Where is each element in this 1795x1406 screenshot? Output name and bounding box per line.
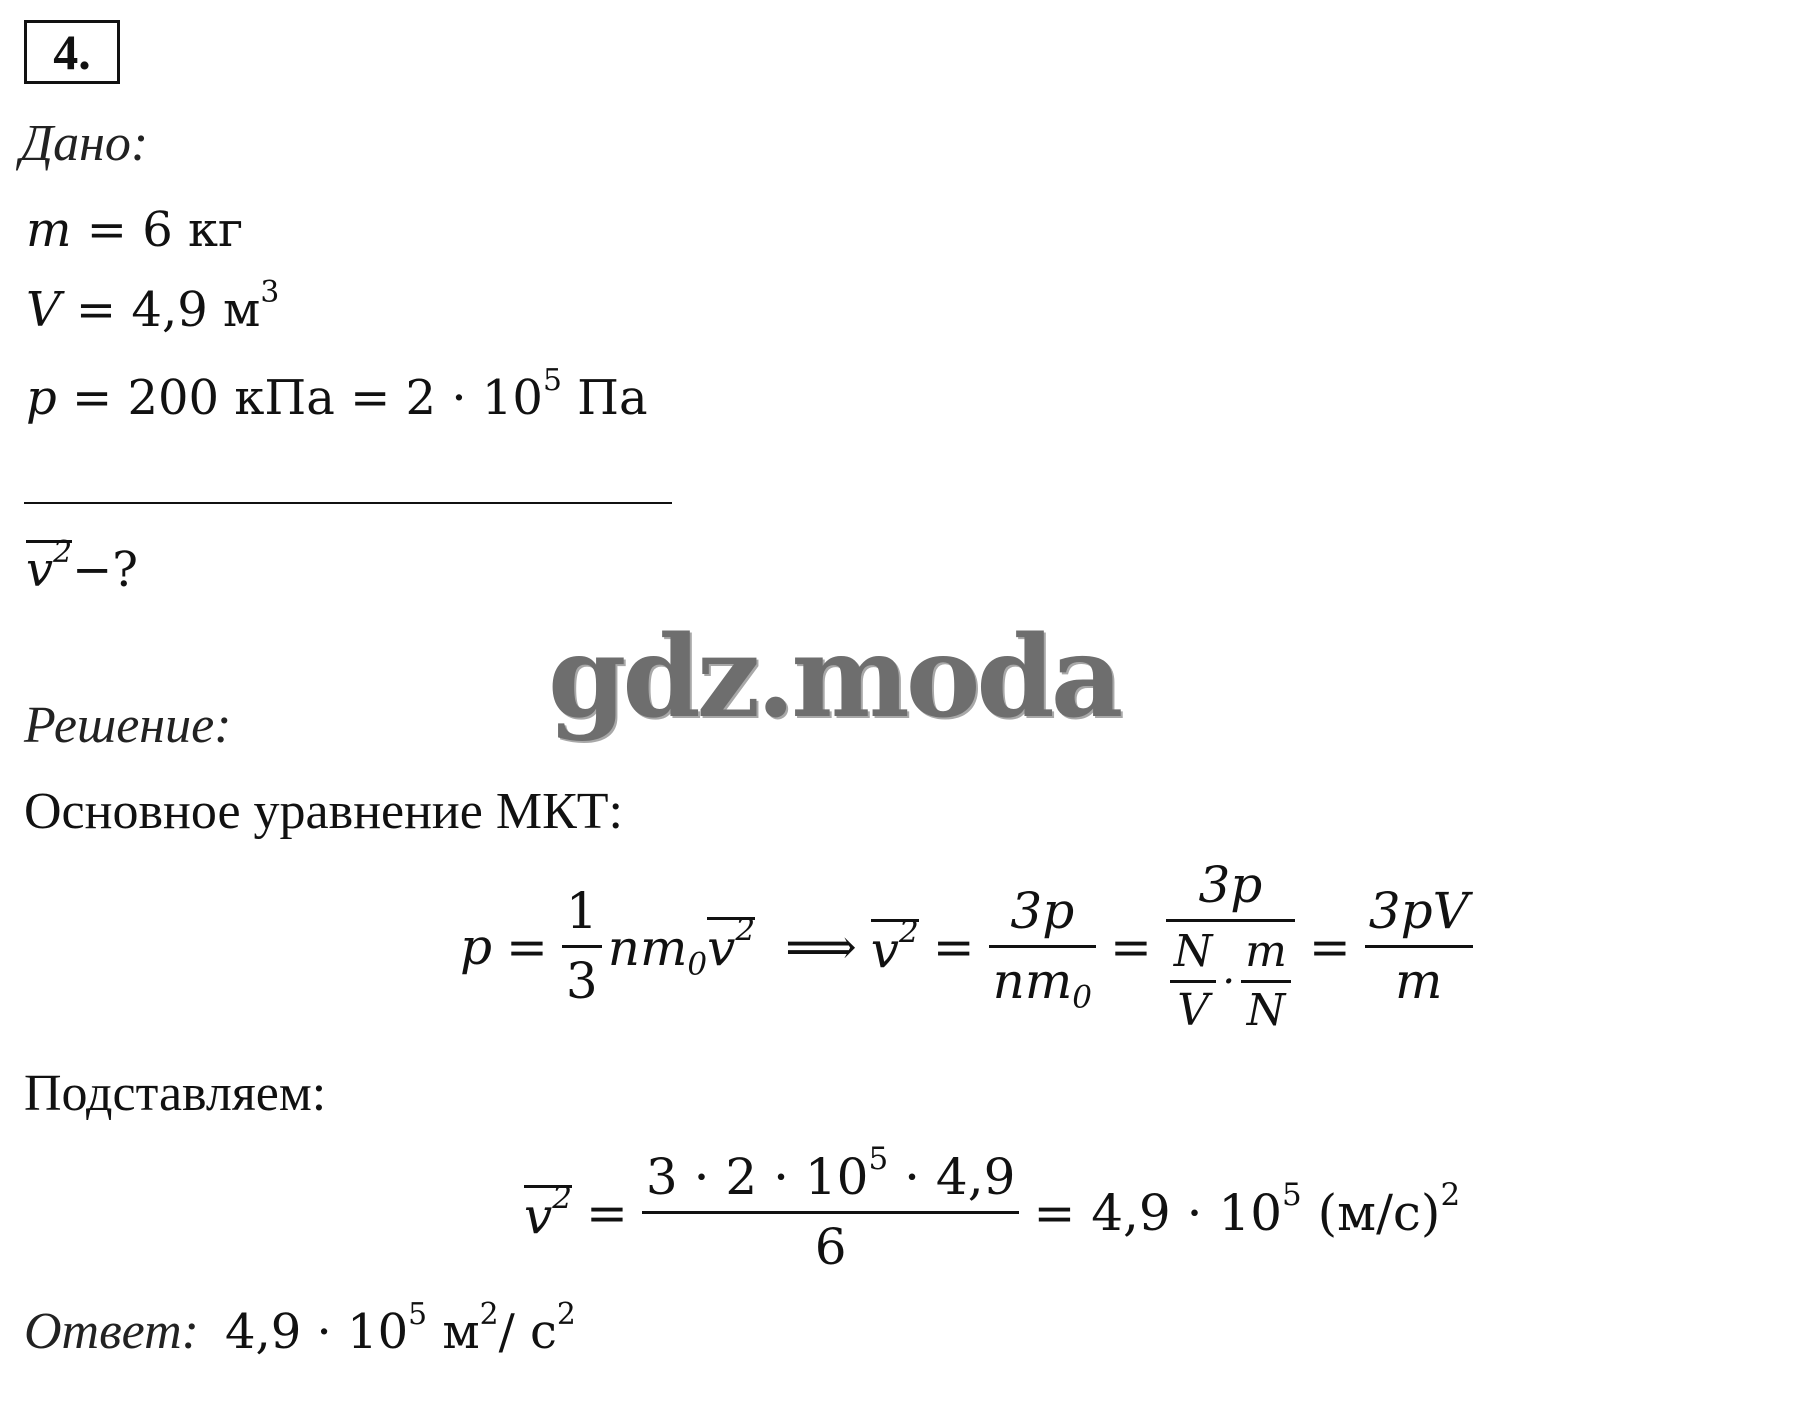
eq2-result: = $4,9 \cdot 10^5$ $(м/с)^2$ xyxy=(1033,1176,1461,1242)
eq2-fraction: $\frac{3 \cdot 2 \cdot 10^5 \cdot 4,9}{6}$ xyxy=(642,1150,1020,1275)
eq1-equals-2: = xyxy=(932,917,975,976)
problem-number: 4. xyxy=(24,20,120,84)
find-line xyxy=(26,535,139,598)
given-pressure xyxy=(26,363,648,426)
eq1-n-m0-v2: $nm_0v^2$ xyxy=(607,912,756,983)
mass-value: = 6 кг xyxy=(71,202,244,258)
volume-symbol: V xyxy=(26,282,61,338)
eq1-v2: $v^2$ xyxy=(870,914,919,979)
eq2-equals: = xyxy=(585,1183,628,1242)
eq1-equals-4: = xyxy=(1308,917,1351,976)
eq1-one-third: $\frac{1}{3}$ xyxy=(562,884,602,1009)
eq1-implies: ⟹ xyxy=(785,917,857,976)
answer-line xyxy=(24,1297,576,1360)
eq1-frac-3p-nm0: $\frac{3p}{nm_0}$ xyxy=(989,884,1096,1009)
volume-exponent: 3 xyxy=(260,275,280,311)
mkt-intro: Основное уравнение МКТ: xyxy=(24,783,623,840)
equation-substitution xyxy=(524,1141,1461,1276)
pressure-exponent: 5 xyxy=(542,363,562,399)
find-suffix: −? xyxy=(72,542,139,598)
substitute-label: Подставляем: xyxy=(24,1065,327,1122)
given-label: Дано: xyxy=(20,115,149,172)
volume-value: = 4,9 м xyxy=(60,282,261,338)
given-divider xyxy=(24,502,672,504)
pressure-symbol: p xyxy=(26,370,57,426)
eq1-equals-3: = xyxy=(1110,917,1152,976)
eq2-v2: $v^2$ xyxy=(524,1179,572,1245)
eq1-frac-3p-nested: 3p $\frac{N}{V}$ · $\frac{m}{N}$ xyxy=(1166,858,1295,1036)
mass-symbol: m xyxy=(26,202,72,258)
given-mass xyxy=(26,202,244,258)
answer-value: $4,9 \cdot 10^5$ $м^2/$ $с^2$ xyxy=(224,1297,576,1360)
pressure-value: = 200 кПа = 2 · 10 xyxy=(56,370,543,426)
given-volume xyxy=(26,275,280,338)
solution-label: Решение: xyxy=(24,697,232,754)
eq1-frac-3pV-m: $\frac{3pV}{m}$ xyxy=(1365,884,1473,1009)
eq1-p: p xyxy=(460,917,493,976)
answer-label: Ответ: xyxy=(24,1303,199,1360)
equation-mkt xyxy=(460,858,1473,1036)
find-mean-square-velocity: $v^2$ xyxy=(26,535,73,598)
eq1-equals-1: = xyxy=(506,917,548,976)
pressure-unit: Па xyxy=(561,370,648,426)
watermark-logo: gdz.moda xyxy=(548,612,1120,743)
